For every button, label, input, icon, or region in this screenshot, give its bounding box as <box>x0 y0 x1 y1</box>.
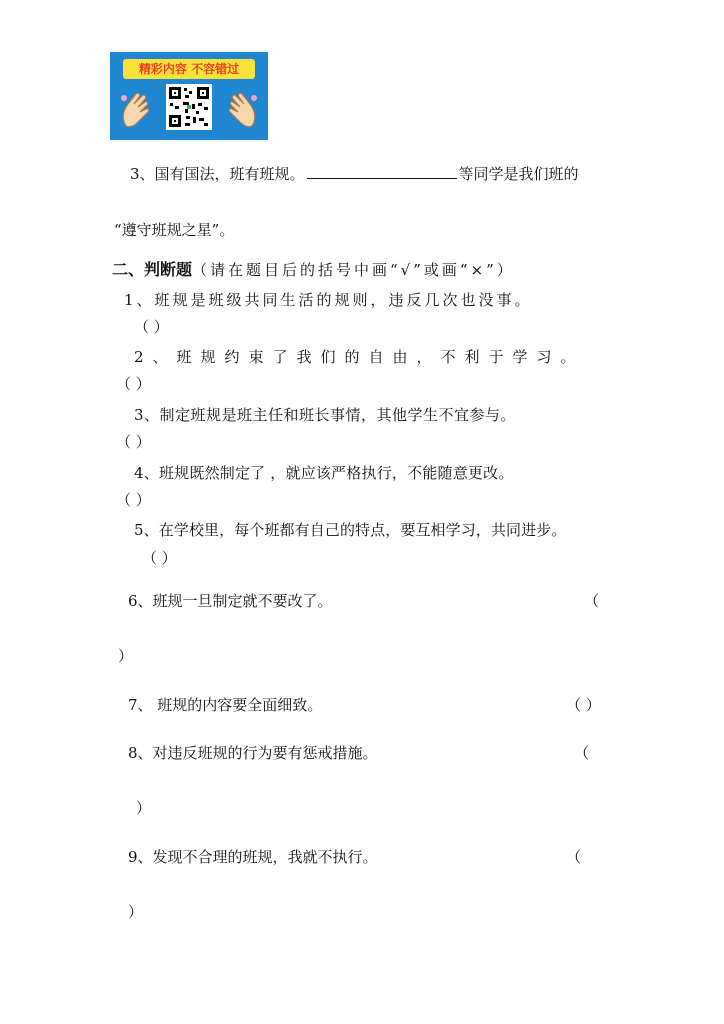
tf-item-9-paren-open[interactable]: （ <box>566 848 582 866</box>
tf-item-6-paren-close: ） <box>118 647 134 665</box>
question-3-text-end: 等同学是我们班的 <box>458 165 579 183</box>
tf-item-1-text: 1、班规是班级共同生活的规则，违反几次也没事。 <box>124 291 533 309</box>
tf-item-6-paren-open[interactable]: （ <box>584 592 600 610</box>
tf-item-5-answer[interactable]: （ ） <box>142 549 177 567</box>
banner-title: 精彩内容 不容错过 <box>123 59 255 79</box>
tf-item-6-text: 6、班规一旦制定就不要改了。 <box>128 592 333 610</box>
tf-item-2-text: 2、班规约束了我们的自由，不利于学习。 <box>134 348 585 366</box>
section-instructions: （请在题目后的括号中画“√”或画“×”） <box>192 261 515 279</box>
section-title: 二、判断题 <box>112 260 193 279</box>
tf-item-7-answer[interactable]: （ ） <box>566 696 601 714</box>
tf-item-4-answer[interactable]: （ ） <box>116 491 151 509</box>
tf-item-5-text: 5、在学校里，每个班都有自己的特点，要互相学习，共同进步。 <box>134 521 567 539</box>
promo-banner[interactable] <box>110 52 268 140</box>
tf-item-9-text: 9、发现不合理的班规，我就不执行。 <box>128 848 378 866</box>
tf-item-8-paren-close: ） <box>136 799 152 817</box>
question-3 <box>130 163 579 184</box>
clapping-hands-icon <box>120 90 156 130</box>
tf-item-1-answer[interactable]: （ ） <box>134 318 169 336</box>
tf-item-8-paren-open[interactable]: （ <box>574 744 590 762</box>
tf-item-2-answer[interactable]: （ ） <box>116 375 151 393</box>
answer-blank[interactable] <box>307 164 457 179</box>
tf-item-3-answer[interactable]: （ ） <box>116 433 151 451</box>
tf-item-4-text: 4、班规既然制定了 ，就应该严格执行，不能随意更改。 <box>134 464 514 482</box>
question-3-continuation: “遵守班规之星”。 <box>114 221 235 239</box>
tf-item-7-text: 7、 班规的内容要全面细致。 <box>128 696 323 714</box>
tf-item-9-paren-close: ） <box>128 903 144 921</box>
tf-item-8-text: 8、对违反班规的行为要有惩戒措施。 <box>128 744 378 762</box>
section-heading <box>112 257 515 280</box>
question-3-text: 3、国有国法，班有班规。 <box>130 165 305 183</box>
qr-code[interactable] <box>166 84 212 130</box>
qr-code-icon <box>166 84 212 130</box>
clapping-hands-icon <box>222 90 258 130</box>
tf-item-3-text: 3、制定班规是班主任和班长事情，其他学生不宜参与。 <box>134 406 517 424</box>
